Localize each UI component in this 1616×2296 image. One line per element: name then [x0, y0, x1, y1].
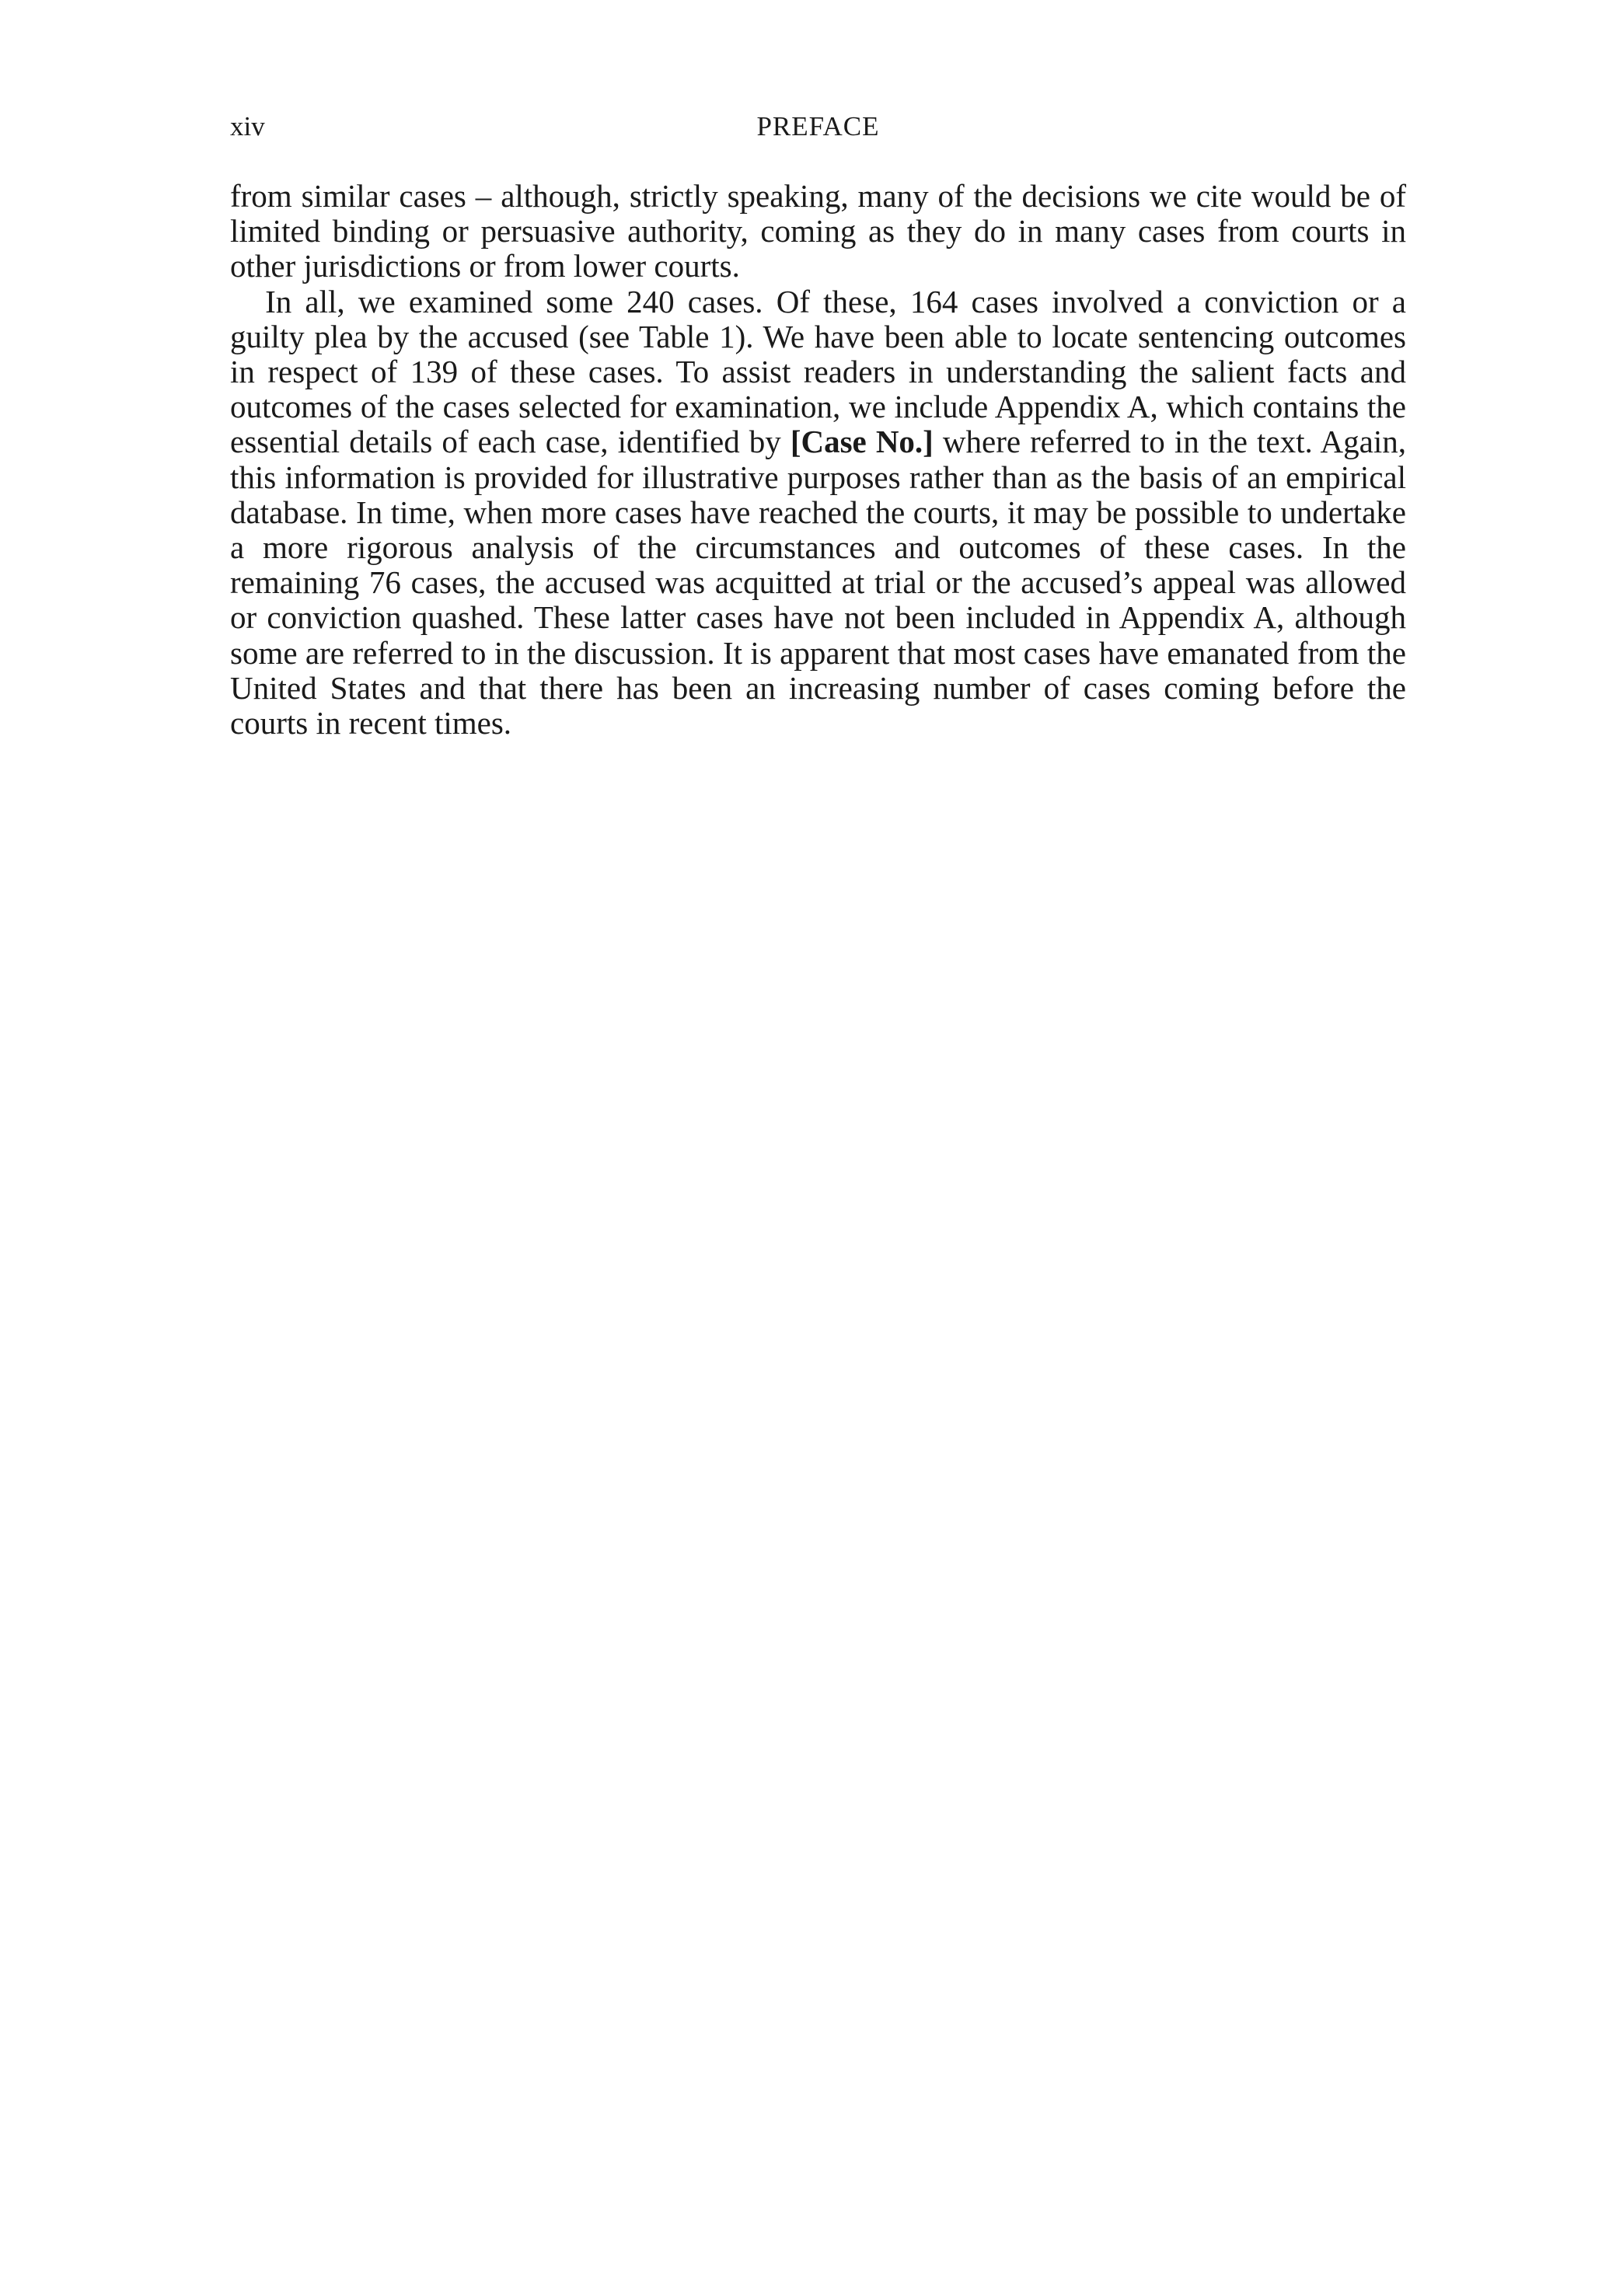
- paragraph-text: In all, we examined some 240 cases. Of these, 164 cases involved a conviction or a guilty plea by the accused (see Table 1). We have been able to locate sentencing outcomes in respect of 139 of these cases. To assist readers in understanding the salient facts and outcomes of the cases selected for examination, we include Appendix A, which contains the essential details of each case, identified by: [230, 283, 1406, 460]
- page-number: xiv: [230, 111, 265, 141]
- body-text: [230, 179, 1406, 741]
- paragraph-cases-examined: [230, 284, 1406, 741]
- paragraph-text: from similar cases – although, strictly speaking, many of the decisions we cite would be of limited binding or persuasive authority, coming as they do in many cases from courts in other jurisdictions or from lower courts.: [230, 178, 1406, 284]
- case-no-reference: [Case No.]: [790, 424, 934, 460]
- running-head: [230, 107, 1406, 146]
- paragraph-continuation: [230, 179, 1406, 284]
- running-title: PREFACE: [756, 111, 880, 141]
- paragraph-text: where referred to in the text. Again, this information is provided for illustrative purposes rather than as the basis of an empirical database. In time, when more cases have reached the courts, it may be possible to undertake a more rigorous analysis of the circumstances and outcomes of these cases. In the remaining 76 cases, the accused was acquitted at trial or the accused’s appeal was allowed or conviction quashed. These latter cases have not been included in Appendix A, although some are referred to in the discussion. It is apparent that most cases have emanated from the United States and that there has been an increasing number of cases coming before the courts in recent times.: [230, 424, 1406, 741]
